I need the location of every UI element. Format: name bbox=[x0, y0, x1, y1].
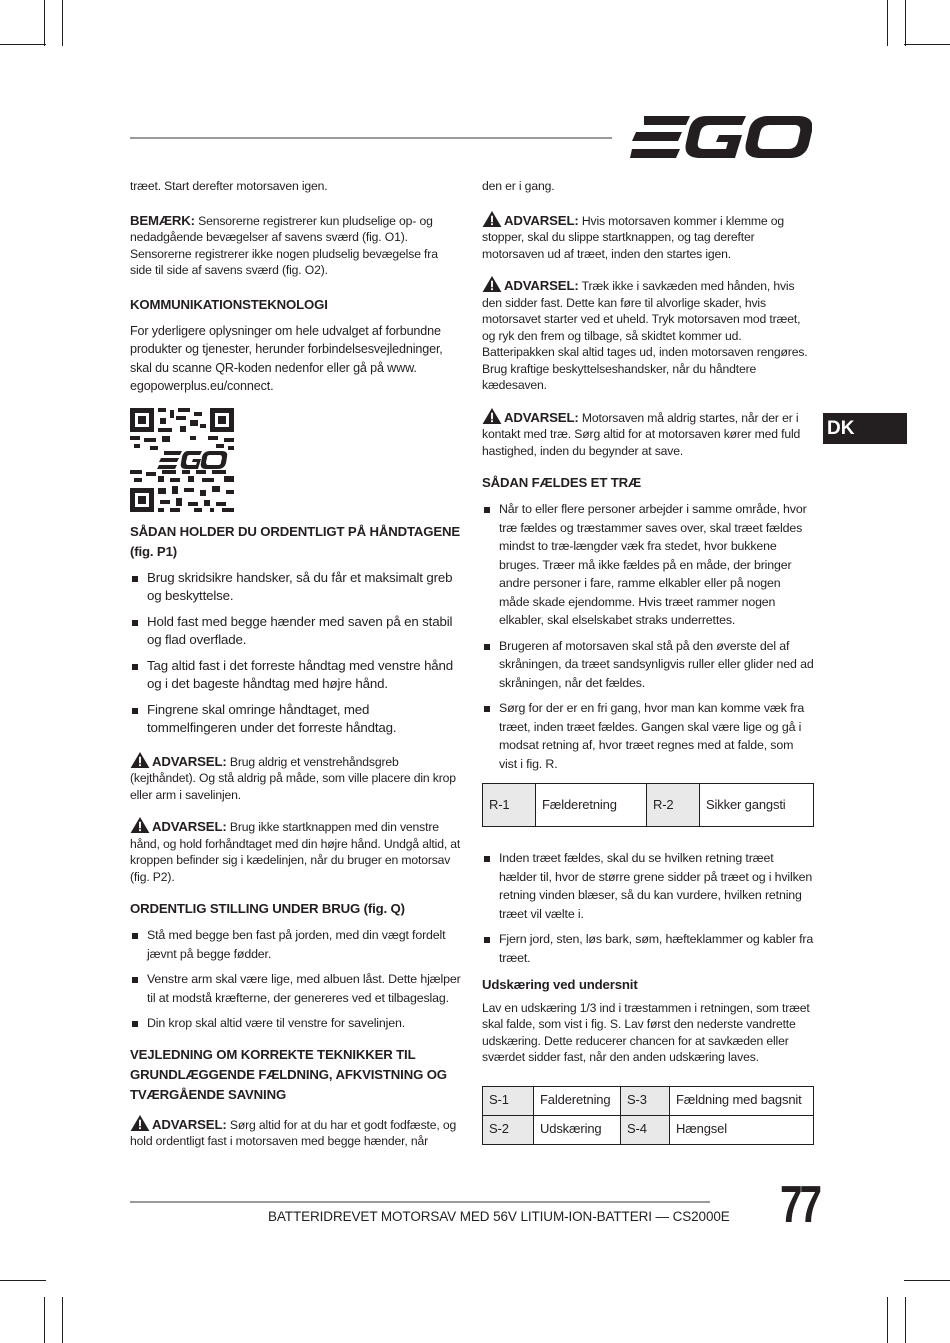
crop-mark bbox=[44, 0, 45, 46]
warning-icon bbox=[130, 1115, 150, 1131]
section-heading: KOMMUNIKATIONSTEKNOLOGI bbox=[130, 296, 328, 312]
list-item: Fjern jord, sten, løs bark, søm, hæfteklammer og kabler fra træet. bbox=[482, 930, 814, 967]
crop-mark bbox=[62, 1297, 63, 1343]
note-lead: BEMÆRK: bbox=[130, 212, 195, 228]
header-rule bbox=[130, 137, 612, 139]
crop-mark bbox=[62, 0, 63, 46]
logo-text: EGO bbox=[630, 116, 633, 117]
list-item: Tag altid fast i det forreste håndtag med venstre hånd og i det bageste håndtag med højre hånd. bbox=[130, 657, 462, 694]
footer-rule bbox=[130, 1201, 710, 1203]
warning-lead: ADVARSEL: bbox=[504, 212, 579, 228]
warning-text: Sørg altid for at du har et godt fodfæste, og hold ordentligt fast i motorsaven med begge hænder, når bbox=[130, 1117, 457, 1149]
note bbox=[130, 213, 462, 279]
list-item: Brug skridsikre handsker, så du får et maksimalt greb og beskyttelse. bbox=[130, 569, 462, 606]
list-item: Stå med begge ben fast på jorden, med din vægt fordelt jævnt på begge fødder. bbox=[130, 926, 462, 963]
paragraph: Lav en udskæring 1/3 ind i træstammen i retningen, som træet skal falde, som vist i fig. S. Lav først den nederste vandrette udskæring. Dette reducerer chancen for at savkæden eller sværdet sidder fast, når den anden udskæring laves. bbox=[482, 1000, 810, 1064]
list-item: Når to eller flere personer arbejder i samme område, hvor træ fældes og træstammer saves over, skal træet fældes mindst to træ-længder væk fra stedet, hvor bukkene bruges. Træer må ikke fældes på en måde, der bringer andre personer i fare, ramme elkabler eller på nogen måde skade ejendomme. Hvis træet rammer nogen elkabler, skal elselskabet straks underrettes. bbox=[482, 500, 814, 630]
legend-table bbox=[482, 783, 814, 827]
table-row bbox=[483, 1115, 814, 1144]
subsection-heading: Udskæring ved undersnit bbox=[482, 977, 638, 992]
warning bbox=[482, 211, 814, 263]
qr-code bbox=[130, 408, 234, 512]
legend-label: Hængsel bbox=[670, 1115, 814, 1144]
paragraph: For yderligere oplysninger om hele udvalget af forbundne produkter og tjenester, herunder forbindelsesvejledninger, skal du scanne QR-koden nedenfor eller gå på www. egopowerplus.eu/connect. bbox=[130, 323, 443, 394]
crop-mark bbox=[0, 44, 46, 45]
list-item: Hold fast med begge hænder med saven på en stabil og flad overflade. bbox=[130, 613, 462, 650]
crop-mark bbox=[905, 1297, 906, 1343]
section-heading: VEJLEDNING OM KORREKTE TEKNIKKER TIL GRUNDLÆGGENDE FÆLDNING, AFKVISTNING OG TVÆRGÅENDE SAVNING bbox=[130, 1046, 447, 1102]
legend-label: Falderetning bbox=[534, 1086, 621, 1115]
paragraph: træet. Start derefter motorsaven igen. bbox=[130, 179, 328, 193]
warning bbox=[482, 408, 814, 460]
warning bbox=[130, 752, 462, 804]
crop-mark bbox=[904, 44, 950, 45]
list-item: Sørg for der er en fri gang, hvor man kan komme væk fra træet, inden træet fældes. Gangen skal være lige og gå i modsat retning af, hvor træet regnes med at falde, som vist i fig. R. bbox=[482, 699, 814, 773]
warning-icon bbox=[482, 276, 502, 292]
right-column bbox=[482, 178, 814, 1159]
crop-mark bbox=[887, 1297, 888, 1343]
list-item: Brugeren af motorsaven skal stå på den øverste del af skråningen, da træet sandsynligvis ruller eller glider ned ad skråningen, når det fældes. bbox=[482, 637, 814, 693]
warning-text: Brug aldrig et venstrehåndsgreb (kejthåndet). Og stå aldrig på måde, som ville placere din krop eller arm i savelinjen. bbox=[130, 754, 456, 802]
legend-label: Sikker gangsti bbox=[700, 784, 814, 827]
note-text: Sensorerne registrerer kun pludselige op- og nedadgående bevægelser af savens sværd (fig. O1). Sensorerne registrerer ikke nogen pludselig bevægelse fra side til side af savens sværd (fig. O2). bbox=[130, 213, 438, 277]
list-item: Inden træet fældes, skal du se hvilken retning træet hælder til, hvor de større grene sidder på træet og i hvilken retning vinden blæser, så du kan vurdere, hvilken retning træet vil vælte i. bbox=[482, 849, 814, 923]
crop-mark bbox=[0, 1280, 46, 1281]
warning bbox=[130, 1115, 462, 1150]
bullet-list bbox=[130, 569, 462, 738]
paragraph: den er i gang. bbox=[482, 179, 555, 193]
warning-lead: ADVARSEL: bbox=[152, 753, 227, 769]
legend-code: S-3 bbox=[621, 1086, 670, 1115]
warning-icon bbox=[482, 408, 502, 424]
section-heading: SÅDAN FÆLDES ET TRÆ bbox=[482, 475, 642, 490]
page-number: 77 bbox=[780, 1176, 819, 1234]
warning-text: Brug ikke startknappen med din venstre hånd, og hold forhåndtaget med din højre hånd. Undgå altid, at kroppen befinder sig i kædelinjen, når du bruger en motorsav (fig. P2). bbox=[130, 820, 461, 884]
crop-mark bbox=[887, 0, 888, 46]
legend-code: S-2 bbox=[483, 1115, 534, 1144]
legend-table bbox=[482, 1086, 814, 1145]
crop-mark bbox=[904, 1280, 950, 1281]
warning-lead: ADVARSEL: bbox=[152, 819, 227, 835]
language-tab: DK bbox=[823, 413, 907, 444]
legend-code: S-1 bbox=[483, 1086, 534, 1115]
bullet-list bbox=[482, 500, 814, 773]
legend-code: R-2 bbox=[647, 784, 700, 827]
table-row bbox=[483, 1086, 814, 1115]
crop-mark bbox=[905, 0, 906, 46]
section-heading: ORDENTLIG STILLING UNDER BRUG (fig. Q) bbox=[130, 901, 405, 917]
list-item: Din krop skal altid være til venstre for savelinjen. bbox=[130, 1014, 462, 1033]
legend-label: Udskæring bbox=[534, 1115, 621, 1144]
crop-mark bbox=[44, 1297, 45, 1343]
legend-label: Fælderetning bbox=[536, 784, 647, 827]
list-item: Venstre arm skal være lige, med albuen låst. Dette hjælper til at modstå kræfterne, der genereres ved et tilbageslag. bbox=[130, 970, 462, 1007]
legend-label: Fældning med bagsnit bbox=[670, 1086, 814, 1115]
warning-text: Motorsaven må aldrig startes, når der er i kontakt med træ. Sørg altid for at motorsaven kører med fuld hastighed, inden du begynder at save. bbox=[482, 410, 801, 458]
legend-code: R-1 bbox=[483, 784, 536, 827]
warning-text: Hvis motorsaven kommer i klemme og stopper, skal du slippe startknappen, og tag derefter motorsaven ud af træet, inden den startes igen. bbox=[482, 213, 784, 261]
warning-lead: ADVARSEL: bbox=[504, 409, 579, 425]
footer-title: BATTERIDREVET MOTORSAV MED 56V LITIUM-ION-BATTERI — CS2000E bbox=[268, 1209, 730, 1224]
list-item: Fingrene skal omringe håndtaget, med tommelfingeren under det forreste håndtag. bbox=[130, 701, 462, 738]
warning-icon bbox=[130, 817, 150, 833]
warning-lead: ADVARSEL: bbox=[152, 1116, 227, 1132]
warning bbox=[482, 276, 814, 394]
warning-icon bbox=[130, 752, 150, 768]
warning-icon bbox=[482, 211, 502, 227]
warning-lead: ADVARSEL: bbox=[504, 278, 579, 293]
legend-code: S-4 bbox=[621, 1115, 670, 1144]
left-column bbox=[130, 178, 462, 1162]
ego-logo bbox=[630, 116, 812, 163]
table-row bbox=[483, 784, 814, 827]
bullet-list bbox=[130, 926, 462, 1033]
section-heading: SÅDAN HOLDER DU ORDENTLIGT PÅ HÅNDTAGENE (fig. P1) bbox=[130, 523, 461, 559]
bullet-list bbox=[482, 849, 814, 967]
warning-text: Træk ikke i savkæden med hånden, hvis den sidder fast. Dette kan føre til alvorlige skader, hvis motorsavet starter ved et uheld. Tryk motorsaven mod træet, og ryk den frem og tilbage, så skidtet kommer ud. Batteripakken skal altid tages ud, inden motorsaven rengøres. Brug kraftige beskyttelseshandsker, når du håndtere kædesaven. bbox=[482, 279, 808, 392]
warning bbox=[130, 817, 462, 885]
